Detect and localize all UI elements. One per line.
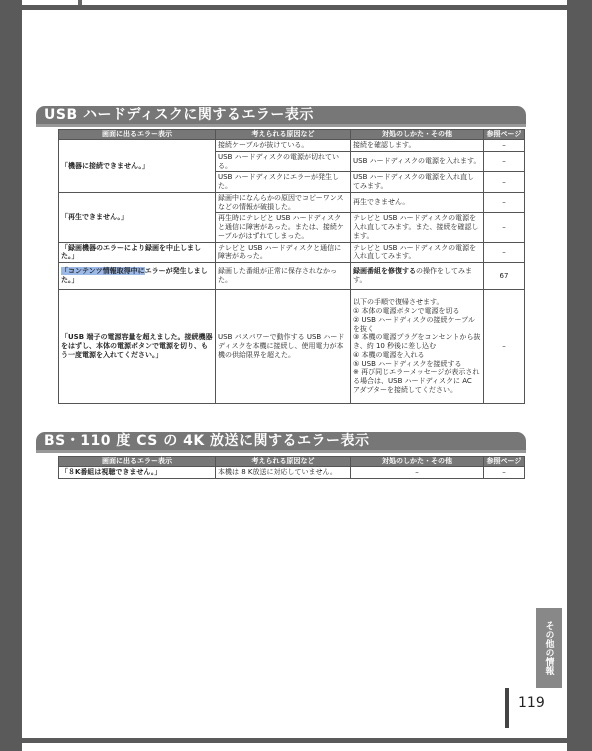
- fix-steps-cell: [351, 290, 484, 404]
- ref-cell: –: [484, 140, 525, 152]
- fix-step: ④ 本機の電源を入れる: [353, 350, 425, 359]
- fix-cell: USB ハードディスクの電源を入れます。: [351, 151, 484, 172]
- ref-cell: 67: [484, 263, 525, 290]
- table-row: [59, 192, 525, 213]
- cause-cell: USB ハードディスクにエラーが発生した。: [216, 172, 351, 193]
- section-divider: [36, 124, 526, 127]
- fix-step: ② USB ハードディスクの接続ケーブルを抜く: [353, 315, 475, 333]
- col-header-fix: 対処のしかた・その他: [351, 457, 484, 467]
- cause-cell: USB バスパワーで動作する USB ハードディスクを本機に接続し、使用電力が本機の供給限界を超えた。: [216, 290, 351, 404]
- fix-cell: –: [351, 467, 484, 479]
- error-message: [59, 263, 216, 290]
- fix-cell: テレビと USB ハードディスクの電源を入れ直してみます。また、接続を確認します。: [351, 213, 484, 242]
- table-row: [59, 467, 525, 479]
- col-header-ref: 参照ページ: [484, 457, 525, 467]
- previous-page-edge: [0, 0, 592, 10]
- highlighted-text: 「コンテンツ情報取得中に: [61, 267, 145, 276]
- cause-cell: 再生時にテレビと USB ハードディスクと通信に障害があった。または、接続ケーブルがはずれてしまった。: [216, 213, 351, 242]
- col-header-message: 画面に出るエラー表示: [59, 457, 216, 467]
- cause-cell: 録画した番組が正常に保存されなかった。: [216, 263, 351, 290]
- col-header-cause: 考えられる原因など: [216, 457, 351, 467]
- error-message: 「録画機器のエラーにより録画を中止しました。」: [59, 242, 216, 263]
- table-row: [59, 290, 525, 404]
- table-header-row: [59, 130, 525, 140]
- cause-cell: テレビと USB ハードディスクと通信に障害があった。: [216, 242, 351, 263]
- ref-cell: –: [484, 151, 525, 172]
- previous-page-sheet: [22, 0, 567, 5]
- cause-cell: USB ハードディスクの電源が切れている。: [216, 151, 351, 172]
- cause-cell: 録画中になんらかの原因でコピーワンスなどの情報が破損した。: [216, 192, 351, 213]
- section-4k-title: [36, 432, 526, 450]
- fix-step: ① 本体の電源ボタンで電源を切る: [353, 307, 460, 316]
- ref-cell: –: [484, 467, 525, 479]
- previous-page-tab: [78, 0, 82, 5]
- table-header-row: [59, 457, 525, 467]
- side-tab-label: その他の情報: [543, 621, 554, 675]
- fix-step: 以下の手順で復帰させます。: [353, 298, 444, 307]
- col-header-message: 画面に出るエラー表示: [59, 130, 216, 140]
- ref-cell: –: [484, 172, 525, 193]
- table-row: [59, 263, 525, 290]
- fix-step: ※ 再び同じエラーメッセージが表示される場合は、USB ハードディスクに AC アダプターを接続してください。: [353, 368, 480, 394]
- fix-cell: 接続を確認します。: [351, 140, 484, 152]
- section-4k-title-text: BS・110 度 CS の 4K 放送に関するエラー表示: [44, 433, 370, 449]
- error-message: 「８K番組は視聴できません。」: [59, 467, 216, 479]
- error-message: 「USB 端子の電源容量を超えました。接続機器をはずし、本体の電源ボタンで電源を切り、もう一度電源を入れてください。」: [59, 290, 216, 404]
- fix-step: ⑤ USB ハードディスクを接続する: [353, 359, 462, 368]
- 4k-error-table: [58, 456, 525, 479]
- fix-step: ③ 本機の電源プラグをコンセントから抜き、約 10 秒後に差し込む: [353, 333, 481, 351]
- ref-cell: –: [484, 213, 525, 242]
- error-message: 「再生できません。」: [59, 192, 216, 242]
- usb-error-table: [58, 129, 525, 404]
- side-tab-other-info: [536, 608, 562, 688]
- section-usb-title-text: USB ハードディスクに関するエラー表示: [44, 107, 314, 123]
- fix-cell: 再生できません。: [351, 192, 484, 213]
- table-row: [59, 140, 525, 152]
- error-message-rest: エラーが発生しました。」: [61, 267, 208, 284]
- col-header-ref: 参照ページ: [484, 130, 525, 140]
- fix-bold-text: 録画番組を修復する: [353, 267, 416, 276]
- next-page-edge: [22, 743, 567, 751]
- col-header-cause: 考えられる原因など: [216, 130, 351, 140]
- col-header-fix: 対処のしかた・その他: [351, 130, 484, 140]
- ref-cell: –: [484, 242, 525, 263]
- error-message: 「機器に接続できません。」: [59, 140, 216, 193]
- page-number: 119: [518, 695, 545, 711]
- ref-cell: –: [484, 192, 525, 213]
- table-row: [59, 242, 525, 263]
- page-number-bar: [505, 688, 509, 728]
- cause-cell: 本機は 8 K放送に対応していません。: [216, 467, 351, 479]
- fix-cell: [351, 263, 484, 290]
- section-divider: [36, 450, 526, 453]
- fix-cell: USB ハードディスクの電源を入れ直してみます。: [351, 172, 484, 193]
- section-usb-title: [36, 106, 526, 124]
- cause-cell: 接続ケーブルが抜けている。: [216, 140, 351, 152]
- fix-rest-text: の操作をしてみます。: [353, 267, 472, 284]
- ref-cell: –: [484, 290, 525, 404]
- fix-cell: テレビと USB ハードディスクの電源を入れ直してみます。: [351, 242, 484, 263]
